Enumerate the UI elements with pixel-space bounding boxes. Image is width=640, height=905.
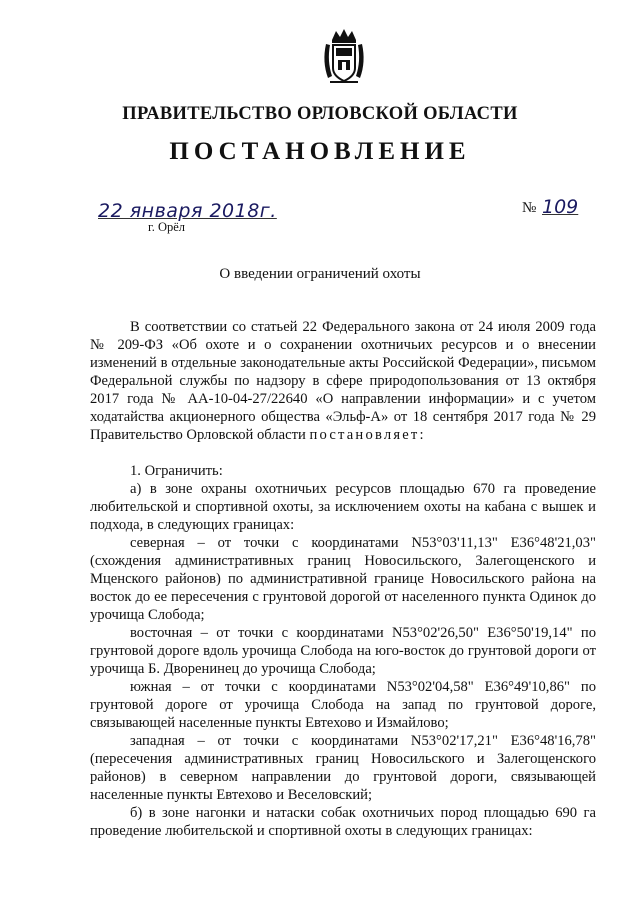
item-1a: а) в зоне охраны охотничьих ресурсов площадью 670 га проведение любительской и спортивной охоты, за исключением охоты на кабана с вышек и подхода, в следующих границах: (90, 481, 596, 533)
north-boundary: северная – от точки с координатами N53°03'11,13" E36°48'21,03" (схождения административных границ Новосильского, Залегощенского и Мценского районов) по административной границе Новосильского района на восток до ее пересечения с грунтовой дорогой от населенного пункта Одинок до урочища Слобода; (90, 535, 596, 623)
east-boundary: восточная – от точки с координатами N53°02'26,50" E36°50'19,14" по грунтовой дороге вдоль урочища Слобода на юго-восток до грунтовой дороги от урочища Б. Дворенинец до урочища Слобода; (90, 625, 596, 677)
item-1b: б) в зоне нагонки и натаски собак охотничьих пород площадью 690 га проведение любительской и спортивной охоты в следующих границах: (90, 805, 596, 839)
organization-title: ПРАВИТЕЛЬСТВО ОРЛОВСКОЙ ОБЛАСТИ (122, 104, 518, 124)
document-type-heading: ПОСТАНОВЛЕНИЕ (169, 138, 471, 165)
intro-text: В соответствии со статьей 22 Федерального закона от 24 июля 2009 года № 209-ФЗ «Об охоте и о сохранении охотничьих ресурсов и о внесении изменений в отдельные законодательные акты Российской Федерации», письмом Федеральной службы по надзору в сфере природопользования от 13 октября 2017 года № АА-10-04-27/22640 «О направлении информации» и с учетом ходатайства акционерного общества «Эльф-А» от 18 сентября 2017 года № 29 Правительство Орловской области (90, 319, 596, 443)
west-boundary: западная – от точки с координатами N53°02'17,21" E36°48'16,78" (пересечения административных границ Новосильского и Залегощенского районов) в северном направлении до грунтовой дороги, связывающей населенные пункты Евтехово и Веселовский; (90, 733, 596, 803)
coat-of-arms-icon (322, 28, 366, 86)
document-number: 109 (542, 196, 579, 218)
document-city: г. Орёл (148, 220, 186, 234)
document-subject: О введении ограничений охоты (219, 266, 421, 282)
document-number-label: № (522, 200, 537, 216)
south-boundary: южная – от точки с координатами N53°02'04,58" E36°49'10,86" по грунтовой дороге от урочища Слобода на запад по грунтовой дороге, связывающей населенные пункты Евтехово и Измайлово; (90, 679, 596, 731)
document-date: 22 января 2018г. (98, 200, 277, 222)
document-body (90, 318, 596, 840)
item-1: 1. Ограничить: (130, 463, 223, 479)
intro-paragraph (90, 318, 596, 444)
resolves-word: постановляет: (309, 427, 426, 443)
